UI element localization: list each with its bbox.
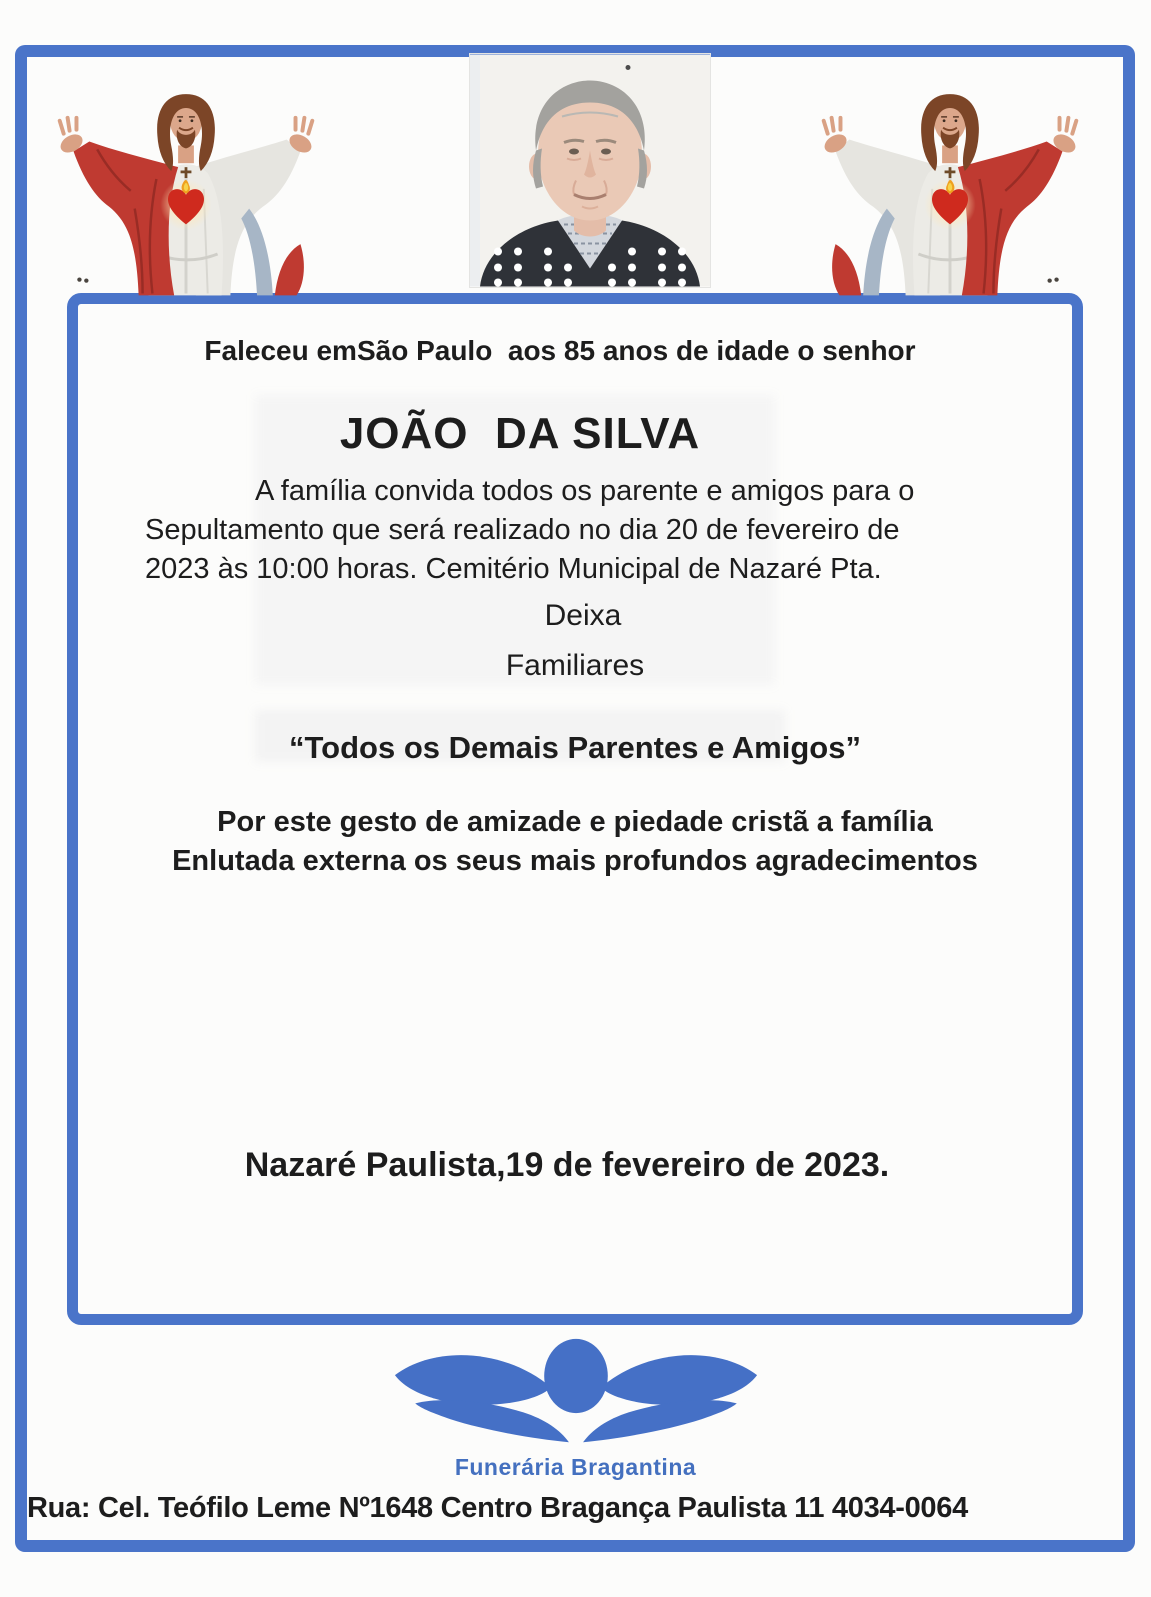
leaves-label: Deixa (544, 599, 622, 632)
quote-line: “Todos os Demais Parentes e Amigos” (289, 730, 861, 765)
invitation-paragraph (145, 472, 1025, 589)
jesus-icon (38, 60, 334, 298)
deceased-name: JOÃO DA SILVA (339, 409, 701, 458)
funeral-home-logo-block (0, 1338, 1151, 1481)
invitation-line: A família convida todos os parente e amigos para o (255, 475, 915, 507)
gratitude-paragraph (78, 803, 1072, 881)
jesus-icon (802, 60, 1098, 298)
gratitude-line: Por este gesto de amizade e piedade cristã a família (217, 806, 933, 838)
sacred-heart-jesus-image-left (38, 60, 334, 298)
funeral-home-address: Rua: Cel. Teófilo Leme Nº1648 Centro Bragança Paulista 11 4034-0064 (27, 1492, 968, 1524)
invitation-line: 2023 às 10:00 horas. Cemitério Municipal de Nazaré Pta. (145, 553, 882, 585)
survivors-label: Familiares (505, 649, 645, 682)
invitation-line: Sepultamento que será realizado no dia 20 de fevereiro de (145, 514, 900, 546)
funeral-home-name: Funerária Bragantina (454, 1454, 697, 1480)
sacred-heart-jesus-image-right (802, 60, 1098, 298)
deceased-portrait-photo (470, 54, 710, 287)
death-notice-panel (67, 293, 1083, 1325)
intro-line: Faleceu emSão Paulo aos 85 anos de idade o senhor (204, 335, 916, 366)
gratitude-line: Enlutada externa os seus mais profundos agradecimentos (172, 845, 978, 877)
place-date-line: Nazaré Paulista,19 de fevereiro de 2023. (244, 1146, 890, 1184)
portrait-icon (470, 54, 710, 287)
lotus-person-logo-icon (380, 1338, 772, 1444)
